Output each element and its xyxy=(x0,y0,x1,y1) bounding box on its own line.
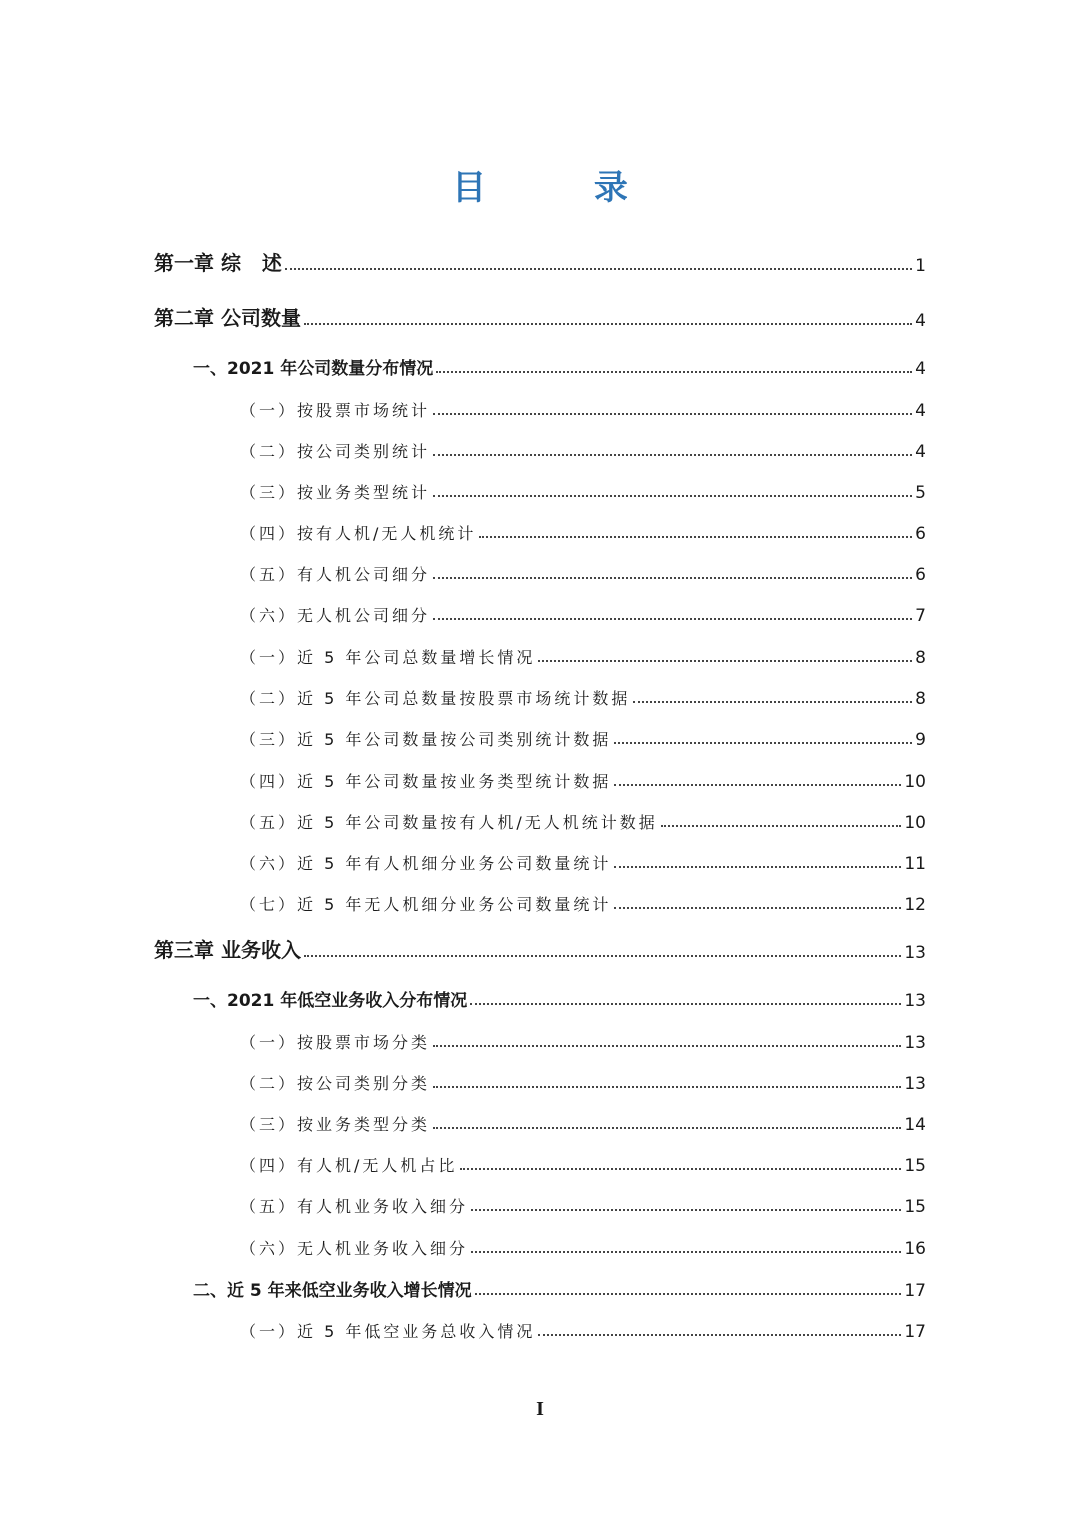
toc-entry[interactable] xyxy=(240,598,926,626)
toc-entry-page: 10 xyxy=(904,772,926,792)
toc-dot-leader xyxy=(433,1127,901,1129)
toc-entry-label: （四）有人机/无人机占比 xyxy=(240,1156,458,1175)
toc-dot-leader xyxy=(433,413,912,415)
toc-dot-leader xyxy=(433,577,912,579)
toc-entry-label: （三）近 5 年公司数量按公司类别统计数据 xyxy=(240,730,612,749)
toc-entry-label: （三）按业务类型分类 xyxy=(240,1115,431,1134)
toc-entry-label: （一）近 5 年低空业务总收入情况 xyxy=(240,1322,536,1341)
toc-entry-label: （六）无人机公司细分 xyxy=(240,606,431,625)
toc-dot-leader xyxy=(479,536,912,538)
toc-entry-page: 13 xyxy=(904,1074,926,1094)
toc-entry-label: 一、2021 年低空业务收入分布情况 xyxy=(193,991,468,1011)
toc-entry-label: 一、2021 年公司数量分布情况 xyxy=(193,359,434,379)
toc-entry-label: （二）按公司类别统计 xyxy=(240,442,431,461)
toc-entry[interactable] xyxy=(154,303,926,331)
toc-entry-label: （六）无人机业务收入细分 xyxy=(240,1239,469,1258)
toc-entry-label: （二）近 5 年公司总数量按股票市场统计数据 xyxy=(240,689,631,708)
toc-dot-leader xyxy=(661,825,902,827)
toc-entry-page: 14 xyxy=(904,1115,926,1135)
toc-entry-label: （五）近 5 年公司数量按有人机/无人机统计数据 xyxy=(240,813,658,832)
toc-entry[interactable] xyxy=(240,1148,926,1176)
toc-dot-leader xyxy=(614,784,901,786)
toc-entry-page: 8 xyxy=(915,648,926,668)
toc-entry[interactable] xyxy=(193,351,926,379)
toc-entry[interactable] xyxy=(240,846,926,874)
toc-dot-leader xyxy=(538,660,912,662)
toc-entry-page: 7 xyxy=(915,606,926,626)
toc-entry[interactable] xyxy=(154,248,926,276)
toc-entry[interactable] xyxy=(154,935,926,963)
toc-entry-page: 6 xyxy=(915,524,926,544)
toc-entry[interactable] xyxy=(240,516,926,544)
toc-entry[interactable] xyxy=(240,805,926,833)
toc-entry[interactable] xyxy=(240,434,926,462)
toc-entry-page: 16 xyxy=(904,1239,926,1259)
page-number: I xyxy=(536,1398,544,1420)
toc-entry[interactable] xyxy=(240,1231,926,1259)
toc-entry[interactable] xyxy=(240,1025,926,1053)
toc-entry-label: 第一章 综 述 xyxy=(154,251,282,275)
toc-entry[interactable] xyxy=(193,1273,926,1301)
toc-entry[interactable] xyxy=(240,764,926,792)
toc-dot-leader xyxy=(433,495,912,497)
toc-entry-page: 17 xyxy=(904,1322,926,1342)
toc-entry[interactable] xyxy=(240,1189,926,1217)
toc-dot-leader xyxy=(436,371,912,373)
toc-entry-page: 4 xyxy=(915,359,926,379)
toc-dot-leader xyxy=(471,1251,901,1253)
page-title: 目 录 xyxy=(452,168,676,208)
toc-entry-label: （一）近 5 年公司总数量增长情况 xyxy=(240,648,536,667)
toc-dot-leader xyxy=(538,1334,901,1336)
toc-entry-label: （四）按有人机/无人机统计 xyxy=(240,524,477,543)
toc-entry-label: （六）近 5 年有人机细分业务公司数量统计 xyxy=(240,854,612,873)
toc-entry-page: 11 xyxy=(904,854,926,874)
toc-entry-label: （一）按股票市场统计 xyxy=(240,401,431,420)
toc-dot-leader xyxy=(285,268,912,270)
toc-dot-leader xyxy=(471,1209,901,1211)
toc-dot-leader xyxy=(304,955,901,957)
toc-entry-label: （三）按业务类型统计 xyxy=(240,483,431,502)
toc-entry-label: （四）近 5 年公司数量按业务类型统计数据 xyxy=(240,772,612,791)
toc-entry-page: 5 xyxy=(915,483,926,503)
toc-entry-label: （二）按公司类别分类 xyxy=(240,1074,431,1093)
toc-dot-leader xyxy=(304,323,912,325)
toc-entry[interactable] xyxy=(193,983,926,1011)
toc-dot-leader xyxy=(433,1045,901,1047)
toc-entry[interactable] xyxy=(240,1107,926,1135)
toc-dot-leader xyxy=(614,742,912,744)
toc-entry-page: 17 xyxy=(904,1281,926,1301)
toc-dot-leader xyxy=(614,907,901,909)
toc-entry[interactable] xyxy=(240,557,926,585)
toc-dot-leader xyxy=(470,1003,901,1005)
toc-entry-label: 第二章 公司数量 xyxy=(154,306,301,330)
toc-entry-page: 8 xyxy=(915,689,926,709)
toc-entry-page: 1 xyxy=(915,256,926,276)
toc-dot-leader xyxy=(460,1168,901,1170)
toc-entry-page: 9 xyxy=(915,730,926,750)
toc-entry-label: 第三章 业务收入 xyxy=(154,938,301,962)
toc-entry-label: （五）有人机公司细分 xyxy=(240,565,431,584)
toc-entry[interactable] xyxy=(240,640,926,668)
toc-dot-leader xyxy=(614,866,901,868)
toc-entry-label: 二、近 5 年来低空业务收入增长情况 xyxy=(193,1281,472,1301)
toc-entry-page: 10 xyxy=(904,813,926,833)
toc-entry[interactable] xyxy=(240,475,926,503)
toc-entry-label: （五）有人机业务收入细分 xyxy=(240,1197,469,1216)
toc-entry-page: 15 xyxy=(904,1197,926,1217)
toc-entry-page: 15 xyxy=(904,1156,926,1176)
toc-dot-leader xyxy=(433,618,912,620)
toc-entry-label: （一）按股票市场分类 xyxy=(240,1033,431,1052)
toc-entry-label: （七）近 5 年无人机细分业务公司数量统计 xyxy=(240,895,612,914)
toc-entry[interactable] xyxy=(240,1066,926,1094)
toc-entry-page: 6 xyxy=(915,565,926,585)
toc-entry[interactable] xyxy=(240,681,926,709)
toc-entry-page: 12 xyxy=(904,895,926,915)
toc-dot-leader xyxy=(475,1293,902,1295)
toc-entry-page: 4 xyxy=(915,442,926,462)
toc-dot-leader xyxy=(433,1086,901,1088)
toc-entry[interactable] xyxy=(240,887,926,915)
toc-entry-page: 13 xyxy=(904,943,926,963)
toc-entry-page: 4 xyxy=(915,311,926,331)
toc-dot-leader xyxy=(433,454,912,456)
toc-entry[interactable] xyxy=(240,722,926,750)
toc-entry[interactable] xyxy=(240,393,926,421)
toc-entry-page: 4 xyxy=(915,401,926,421)
toc-dot-leader xyxy=(633,701,912,703)
toc-entry-page: 13 xyxy=(904,991,926,1011)
toc-entry-page: 13 xyxy=(904,1033,926,1053)
toc-entry[interactable] xyxy=(240,1314,926,1342)
